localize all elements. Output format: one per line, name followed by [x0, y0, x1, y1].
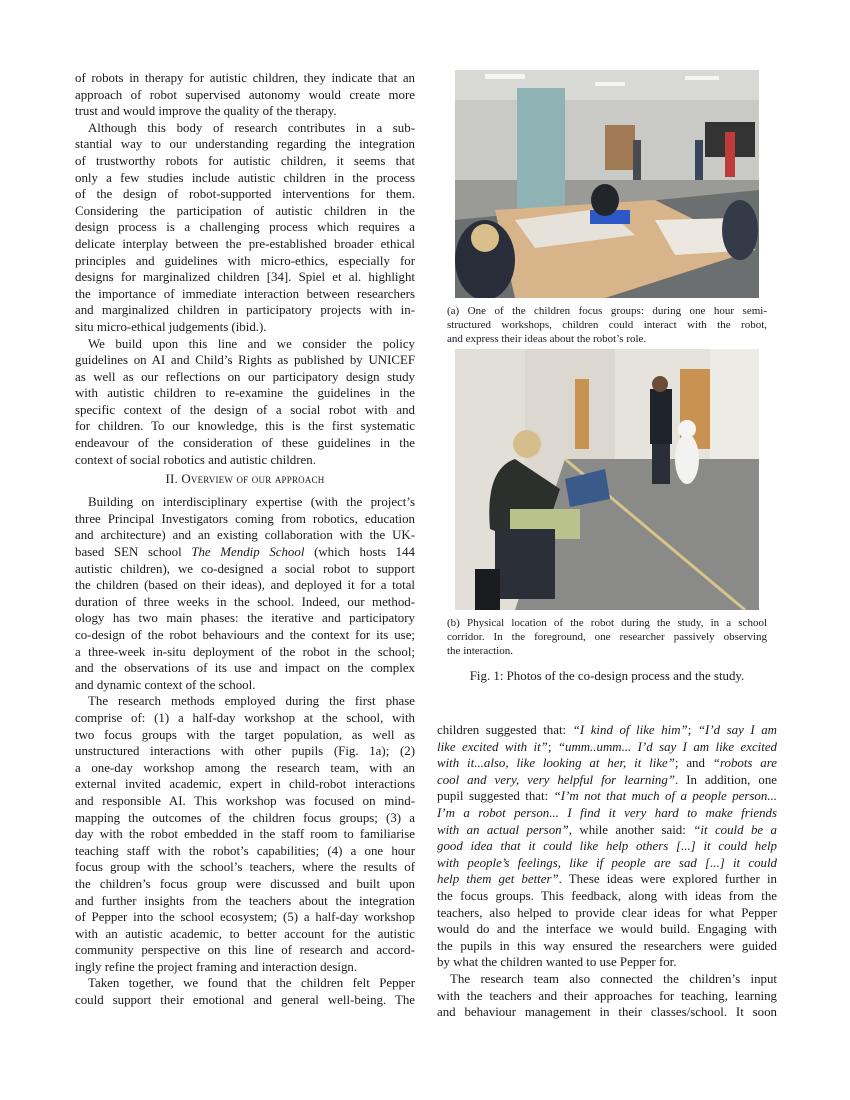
text-line: a three-week in-situ deployment of the robot in the school;: [75, 644, 415, 659]
text-line: three Principal Investigators coming from robotics, education: [75, 511, 415, 526]
text-line: the children (based on their ideas), and deployed it for a total: [75, 578, 415, 593]
text-line: and responsible AI. This workshop was focused on mind-: [75, 793, 415, 808]
text-line: of the design of robot-supported interventions for them.: [75, 187, 415, 202]
text-line: situ micro-ethical judgements (ibid.).: [75, 319, 267, 334]
text-line: focus group with the school’s teachers, where the results of: [75, 860, 415, 875]
quote-text: with it...also, like looking at her, it like”: [437, 756, 675, 771]
paragraph: [75, 975, 415, 1008]
text-line: [437, 822, 777, 839]
corridor-photo-image: [455, 349, 759, 610]
text-line: of Pepper into the school ecosystem; (5) a half-day workshop: [75, 910, 415, 925]
text-line: mapping the outcomes of the children focus groups; (3) a: [75, 810, 415, 825]
paragraph: [75, 120, 415, 336]
text-line: day with the robot embedded in the staff room to familiarise: [75, 827, 415, 842]
quote-text: cool and very, very helpful for learning”: [437, 772, 675, 787]
text-line: as well as our reflections on our participatory design study: [75, 369, 415, 384]
text-line: designs for marginalized children [34]. Spiel et al. highlight: [75, 270, 415, 285]
text-line: Considering the participation of autistic children in the: [75, 203, 415, 218]
text-line: external invited academic, expert in child-robot interactions: [75, 777, 415, 792]
text-span: ; and: [674, 756, 713, 771]
paragraph: [75, 494, 415, 693]
text-line: could support their emotional and general well-being. The: [75, 993, 415, 1008]
text-line: duration of three weeks in the school. Indeed, our method-: [75, 594, 415, 609]
text-line: with autistic children to re-examine the guidelines in the: [75, 386, 415, 401]
quote-text: The Mendip School: [191, 545, 305, 560]
text-line: and behaviour management in their classes/school. It soon: [437, 1005, 777, 1020]
text-line: [437, 805, 777, 822]
paragraph: [75, 70, 415, 120]
text-line: principles and guidelines with micro-ethics, especially for: [75, 253, 415, 268]
text-line: the focus groups. This feedback, along with ideas from the: [437, 888, 777, 903]
text-line: endeavour of the consideration of these guidelines in the: [75, 436, 415, 451]
text-line: and dynamic context of the school.: [75, 677, 256, 692]
text-line: and architecture) and an existing collaboration with the UK-: [75, 528, 415, 543]
text-span: . These ideas were explored further in: [558, 872, 777, 887]
quote-text: with people’s feelings, like if people are sad [...] it could: [437, 855, 777, 870]
text-span: . In addition, one: [675, 772, 777, 787]
text-line: [437, 855, 777, 872]
caption-line: and express their ideas about the robot’s role.: [447, 332, 647, 345]
text-span: children suggested that:: [437, 723, 573, 737]
text-line: approach of robot supervised autonomy would create more: [75, 87, 415, 102]
text-line: [437, 871, 777, 888]
quote-text: “robots are: [712, 756, 777, 771]
caption-line: the interaction.: [447, 644, 513, 657]
quote-text: “I’d say I am: [697, 723, 777, 737]
left-column: [75, 70, 415, 1009]
caption-line: structured workshops, children could interact with the robot,: [447, 318, 767, 331]
paragraph: [437, 971, 777, 1021]
text-line: ingly refine the project framing and interaction design.: [75, 959, 358, 974]
text-line: comprise of: (1) a half-day workshop at the school, with: [75, 710, 415, 725]
text-line: with an autistic academic, to better account for the autistic: [75, 926, 415, 941]
text-line: [437, 739, 777, 756]
text-span: pupil suggested that:: [437, 789, 554, 804]
text-line: by what the children wanted to use Pepper for.: [437, 955, 677, 970]
text-line: The research methods employed during the first phase: [88, 694, 415, 709]
paragraph: [437, 722, 777, 971]
text-line: [437, 755, 777, 772]
photo-school-corridor: [455, 349, 759, 610]
text-line: co-design of the robot behaviours and the context for its use;: [75, 628, 415, 642]
caption-line: (a) One of the children focus groups: during one hour semi-: [447, 305, 767, 317]
subfigure-caption-a: [447, 305, 767, 346]
text-line: and the observations of its use and impact on the complex: [75, 661, 415, 676]
text-line: Taken together, we found that the children felt Pepper: [88, 976, 415, 991]
text-line: a one-day workshop among the research team, with an: [75, 760, 415, 775]
quote-text: like excited with it”: [437, 739, 548, 754]
text-span: ;: [547, 739, 558, 754]
text-line: community perspective on this line of research and accord-: [75, 943, 415, 958]
text-span: , while another said:: [568, 822, 694, 837]
quote-text: I’m a robot person... I find it very hard to make friends: [437, 805, 777, 820]
text-line: [437, 772, 777, 789]
text-line: and further insights from the teachers about the integration: [75, 893, 415, 908]
text-line: the importance of immediate interaction between researchers: [75, 286, 415, 301]
text-line: of trustworthy robots for autistic children, it seems that: [75, 153, 415, 168]
text-line: with the teachers and their approaches for teaching, learning: [437, 988, 777, 1003]
right-column: [437, 722, 777, 1021]
text-line: teaching staff with the robot’s capabilities; (4) a one hour: [75, 843, 415, 858]
text-line: unstructured interactions with other pupils (Fig. 1a); (2): [75, 744, 415, 759]
text-line: for children. To our knowledge, this is the first systematic: [75, 419, 415, 434]
photo-focus-group: [455, 70, 759, 298]
text-line: teachers, also helped to provide clear ideas for what Pepper: [437, 905, 777, 920]
text-line: and marginalized children in participatory projects with in-: [75, 303, 415, 318]
text-line: stantial way to our understanding regarding the integration: [75, 137, 415, 152]
text-line: [437, 722, 777, 739]
text-line: Building on interdisciplinary expertise (with the project’s: [88, 495, 415, 510]
quote-text: “I kind of like him”: [572, 723, 688, 737]
text-line: delicate interplay between the pre-established broader ethical: [75, 236, 415, 251]
text-line: autistic children), we co-designed a social robot to support: [75, 561, 415, 576]
text-line: only a few studies include autistic children in the process: [75, 170, 415, 185]
text-line: the children’s focus group were discussed and built upon: [75, 876, 415, 891]
section-heading: II. Overview of our approach: [165, 472, 325, 487]
text-line: would do and the interface we would build. Engaging with: [437, 922, 777, 937]
text-span: ;: [687, 723, 698, 737]
text-line: two focus groups with the target population, as well as: [75, 727, 415, 742]
text-line: Although this body of research contributes in a sub-: [88, 120, 415, 135]
quote-text: with an actual person”: [437, 822, 569, 837]
paragraph: [75, 336, 415, 469]
quote-text: “umm..umm... I’d say I am like excited: [557, 739, 777, 754]
text-line: ology has two main phases: the iterative and participatory: [75, 611, 415, 626]
paragraph: [75, 693, 415, 975]
text-line: [437, 788, 777, 805]
subfigure-caption-b: [447, 617, 767, 658]
text-line: guidelines on AI and Child’s Rights as published by UNICEF: [75, 353, 415, 368]
quote-text: help them get better”: [437, 872, 559, 887]
text-line: of robots in therapy for autistic children, they indicate that an: [75, 71, 415, 85]
text-span: based SEN school: [75, 545, 192, 560]
text-line: [75, 544, 415, 561]
text-line: context of social robotics and autistic children.: [75, 452, 316, 467]
classroom-photo-image: [455, 70, 759, 298]
text-line: trust and would improve the quality of the therapy.: [75, 104, 337, 119]
text-line: design process is a challenging process which requires a: [75, 220, 415, 235]
text-span: (which hosts 144: [304, 545, 415, 560]
text-line: the pupils in this way ensured the researchers were guided: [437, 938, 777, 953]
text-line: The research team also connected the children’s input: [450, 971, 777, 986]
caption-line: corridor. In the foreground, one researcher passively observing: [447, 630, 767, 643]
quote-text: good idea that it could like help others [...] it could help: [437, 839, 777, 854]
text-line: We build upon this line and we consider the policy: [88, 336, 415, 351]
caption-line: (b) Physical location of the robot during the study, in a school: [447, 617, 767, 629]
quote-text: “it could be a: [693, 822, 777, 837]
quote-text: “I’m not that much of a people person...: [553, 789, 777, 804]
text-line: specific context of the design of a social robot with and: [75, 402, 415, 417]
text-line: [437, 838, 777, 855]
figure-caption: Fig. 1: Photos of the co-design process and the study.: [469, 669, 745, 683]
